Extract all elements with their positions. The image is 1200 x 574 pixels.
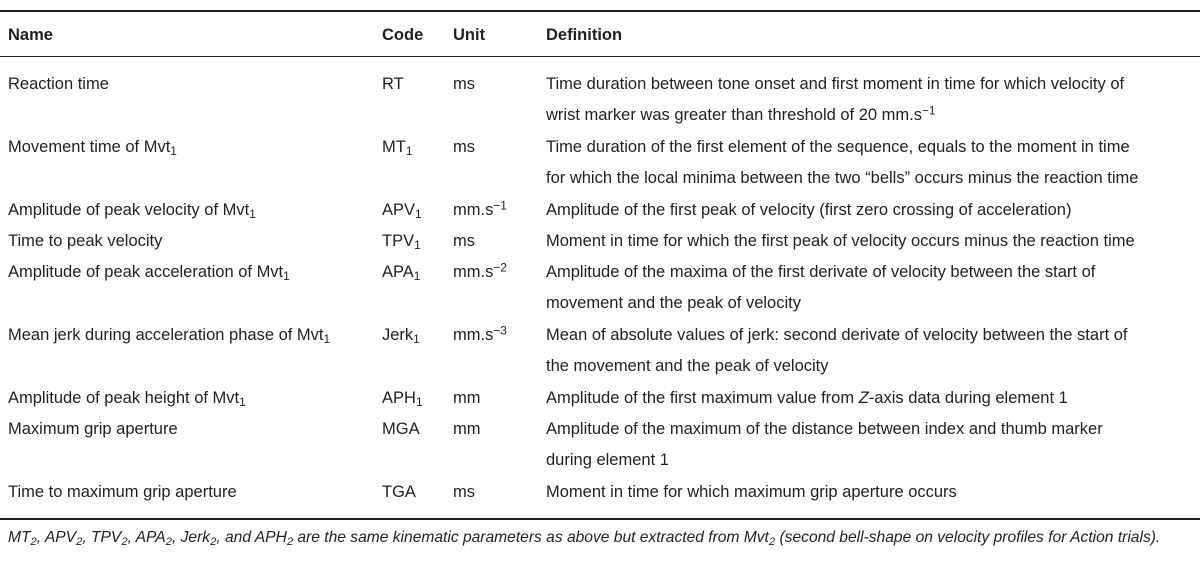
cell-name <box>8 70 109 98</box>
cell-unit-text: ms <box>453 483 475 501</box>
cell-name-text: Time to maximum grip aperture <box>8 483 237 501</box>
cell-definition-line <box>546 384 1068 412</box>
cell-code <box>382 258 420 286</box>
cell-code-text: MT <box>382 138 406 156</box>
cell-code-text: RT <box>382 75 404 93</box>
cell-name <box>8 415 178 443</box>
cell-definition-superscript: −1 <box>921 103 936 118</box>
footnote-subscript: 2 <box>768 535 776 548</box>
cell-name-text: Amplitude of peak acceleration of Mvt <box>8 263 284 281</box>
header-code: Code <box>382 26 424 44</box>
cell-name <box>8 478 237 506</box>
cell-code <box>382 478 416 506</box>
cell-definition-text: Amplitude of the maximum of the distance between index and thumb marker <box>546 420 1103 438</box>
cell-definition-text: Amplitude of the first peak of velocity (first zero crossing of acceleration) <box>546 201 1072 219</box>
footnote-subscript: 2 <box>286 535 294 548</box>
cell-definition-line <box>546 70 1124 98</box>
cell-name-text: Maximum grip aperture <box>8 420 178 438</box>
cell-definition-line <box>546 164 1138 192</box>
cell-unit <box>453 227 475 255</box>
cell-code <box>382 133 412 161</box>
cell-unit-text: mm.s <box>453 263 494 281</box>
cell-unit <box>453 133 475 161</box>
header-definition: Definition <box>546 26 623 44</box>
cell-name-text: Time to peak velocity <box>8 232 163 250</box>
cell-unit-superscript: −1 <box>493 198 507 213</box>
cell-code-text: APA <box>382 263 414 281</box>
cell-name-text: Movement time of Mvt <box>8 138 171 156</box>
cell-unit <box>453 196 507 224</box>
cell-unit-text: ms <box>453 138 475 156</box>
cell-code-text: TPV <box>382 232 415 250</box>
cell-definition-line <box>546 415 1103 443</box>
footnote-subscript: 2 <box>121 535 128 548</box>
cell-code <box>382 70 404 98</box>
cell-code-subscript: 1 <box>415 206 422 221</box>
cell-definition-text: Moment in time for which maximum grip aperture occurs <box>546 483 957 501</box>
footnote-text: MT <box>8 529 31 546</box>
cell-unit <box>453 415 481 443</box>
cell-code <box>382 227 421 255</box>
cell-name <box>8 196 256 224</box>
cell-definition-text: -axis data during element 1 <box>868 389 1068 407</box>
footnote-subscript: 2 <box>30 535 37 548</box>
cell-name-subscript: 1 <box>283 268 290 283</box>
cell-definition-text: Moment in time for which the first peak of velocity occurs minus the reaction time <box>546 232 1135 250</box>
cell-definition-text: wrist marker was greater than threshold of 20 mm.s <box>546 106 922 124</box>
footnote-subscript: 2 <box>210 535 217 548</box>
cell-code <box>382 321 420 349</box>
cell-definition-line <box>546 446 669 474</box>
cell-definition-line <box>546 101 936 129</box>
cell-unit-text: mm <box>453 420 481 438</box>
cell-unit-text: ms <box>453 75 475 93</box>
cell-name-text: Reaction time <box>8 75 109 93</box>
table-bottom-rule <box>0 518 1200 520</box>
cell-definition-text: Amplitude of the maxima of the first derivate of velocity between the start of <box>546 263 1096 281</box>
table-top-rule <box>0 10 1200 12</box>
cell-name-subscript: 1 <box>323 331 331 346</box>
cell-unit <box>453 478 475 506</box>
cell-unit <box>453 258 507 286</box>
header-unit: Unit <box>453 26 486 44</box>
footnote-text: (second bell-shape on velocity profiles for Action trials). <box>775 529 1161 546</box>
cell-definition-line <box>546 289 801 317</box>
cell-unit <box>453 70 475 98</box>
cell-name <box>8 227 162 255</box>
footnote-text: , APA <box>127 529 166 546</box>
cell-definition-text: Mean of absolute values of jerk: second derivate of velocity between the start of <box>546 326 1128 344</box>
cell-name-subscript: 1 <box>249 206 256 221</box>
cell-code-subscript: 1 <box>413 331 420 346</box>
cell-definition-italic: Z <box>858 389 869 407</box>
cell-name <box>8 258 290 286</box>
cell-code-text: Jerk <box>382 326 414 344</box>
footnote-subscript: 2 <box>76 535 83 548</box>
header-rule <box>0 56 1200 57</box>
cell-name-text: Amplitude of peak velocity of Mvt <box>8 201 250 219</box>
footnote-text: , and APH <box>216 529 287 546</box>
cell-definition-text: for which the local minima between the two “bells” occurs minus the reaction time <box>546 169 1139 187</box>
header-name: Name <box>8 26 53 44</box>
cell-code-text: APH <box>382 389 416 407</box>
cell-code-text: MGA <box>382 420 420 438</box>
cell-code-subscript: 1 <box>405 143 413 158</box>
cell-unit <box>453 384 481 412</box>
cell-definition-line <box>546 478 957 506</box>
footnote-text: , APV <box>36 529 77 546</box>
cell-definition-line <box>546 196 1071 224</box>
cell-definition-text: movement and the peak of velocity <box>546 294 801 312</box>
cell-code-text: TGA <box>382 483 416 501</box>
cell-definition-text: during element 1 <box>546 451 669 469</box>
cell-definition-text: Time duration of the first element of the sequence, equals to the moment in time <box>546 138 1130 156</box>
cell-unit-superscript: −3 <box>493 323 507 338</box>
cell-name-subscript: 1 <box>239 394 246 409</box>
cell-code <box>382 196 422 224</box>
cell-unit <box>453 321 507 349</box>
cell-name-text: Amplitude of peak height of Mvt <box>8 389 240 407</box>
cell-name-subscript: 1 <box>170 143 177 158</box>
cell-definition-line <box>546 352 829 380</box>
cell-code-subscript: 1 <box>414 237 421 252</box>
cell-name-text: Mean jerk during acceleration phase of Mvt <box>8 326 324 344</box>
cell-code-subscript: 1 <box>413 268 421 283</box>
cell-name <box>8 321 330 349</box>
cell-definition-line <box>546 227 1135 255</box>
cell-name <box>8 384 246 412</box>
cell-unit-text: mm.s <box>453 326 494 344</box>
cell-code <box>382 415 420 443</box>
cell-definition-text: Amplitude of the first maximum value from <box>546 389 859 407</box>
cell-unit-text: ms <box>453 232 475 250</box>
footnote-text: are the same kinematic parameters as above but extracted from Mvt <box>293 529 769 546</box>
footnote-text: , TPV <box>82 529 122 546</box>
cell-name <box>8 133 177 161</box>
cell-definition-line <box>546 133 1130 161</box>
cell-unit-text: mm <box>453 389 481 407</box>
cell-code-subscript: 1 <box>415 394 423 409</box>
footnote-subscript: 2 <box>165 535 172 548</box>
cell-code <box>382 384 423 412</box>
cell-code-text: APV <box>382 201 416 219</box>
cell-definition-line <box>546 258 1095 286</box>
cell-definition-line <box>546 321 1128 349</box>
cell-definition-text: Time duration between tone onset and first moment in time for which velocity of <box>546 75 1125 93</box>
table-footnote <box>8 527 1193 549</box>
cell-unit-text: mm.s <box>453 201 494 219</box>
cell-unit-superscript: −2 <box>493 260 507 275</box>
footnote-text: , Jerk <box>171 529 211 546</box>
cell-definition-text: the movement and the peak of velocity <box>546 357 829 375</box>
